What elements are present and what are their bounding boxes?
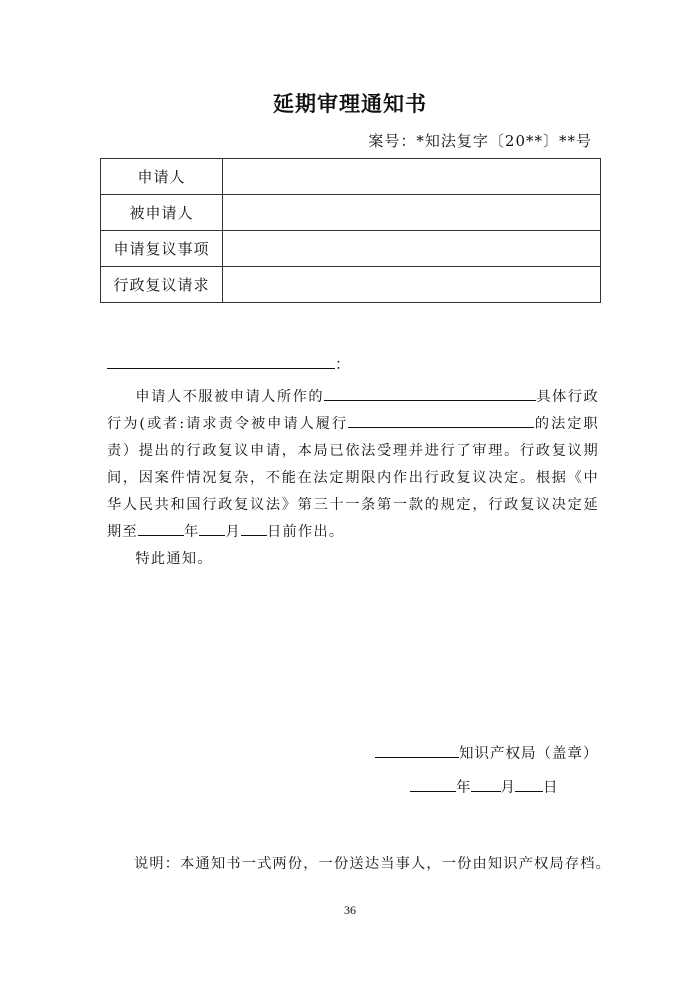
row-label-review-request: 行政复议请求: [101, 267, 223, 303]
signature-block: [375, 742, 599, 763]
month-label: 月: [225, 524, 241, 540]
day-blank[interactable]: [241, 521, 267, 536]
document-title: 延期审理通知书: [273, 92, 427, 116]
body-paragraph: [107, 384, 599, 546]
explanation-note: 说明：本通知书一式两份，一份送达当事人，一份由知识产权局存档。: [134, 856, 612, 872]
month-blank[interactable]: [199, 521, 225, 536]
body-text-1: 申请人不服被申请人所作的: [135, 389, 325, 405]
addressee-blank[interactable]: [107, 353, 335, 369]
addressee-colon: ：: [335, 355, 351, 373]
signature-blank[interactable]: [375, 743, 459, 759]
row-value-respondent[interactable]: [223, 195, 601, 231]
sign-month-blank[interactable]: [471, 777, 501, 793]
body-text-3: 的法定职责）提出的行政复议申请，本局已依法受理并进行了审理。行政复议期间，因案件情况复杂，不能在法定期限内作出行政复议决定。根据《中华人民共和国行政复议法》第三十一条第一款的规定，行政复议决定延期至: [107, 416, 599, 540]
page-number: 36: [344, 903, 356, 917]
year-blank[interactable]: [138, 521, 184, 536]
sign-day-blank[interactable]: [515, 777, 543, 793]
row-label-applicant: 申请人: [101, 159, 223, 195]
act-blank[interactable]: [324, 386, 536, 401]
row-value-review-matter[interactable]: [223, 231, 601, 267]
table-row: [101, 231, 601, 267]
duty-blank[interactable]: [348, 413, 534, 428]
signature-date: [410, 776, 558, 797]
table-row: [101, 267, 601, 303]
case-number: 案号：*知法复字〔20**〕**号: [368, 132, 592, 150]
day-label: 日前作出。: [266, 524, 345, 540]
row-label-respondent: 被申请人: [101, 195, 223, 231]
sign-month-label: 月: [500, 780, 515, 796]
row-value-applicant[interactable]: [223, 159, 601, 195]
table-row: [101, 195, 601, 231]
closing-paragraph: 特此通知。: [135, 551, 213, 567]
addressee-line: [107, 353, 350, 374]
row-label-review-matter: 申请复议事项: [101, 231, 223, 267]
sign-year-label: 年: [456, 780, 471, 796]
year-label: 年: [183, 524, 200, 540]
sign-day-label: 日: [543, 780, 558, 796]
sign-year-blank[interactable]: [410, 777, 456, 793]
notice-body: [107, 384, 599, 573]
table-row: [101, 159, 601, 195]
row-value-review-request[interactable]: [223, 267, 601, 303]
info-table: [100, 158, 601, 303]
signature-org: 知识产权局（盖章）: [459, 746, 599, 762]
body-text-2: 具体行政行为(或者:请求责令被申请人履行: [107, 389, 599, 432]
